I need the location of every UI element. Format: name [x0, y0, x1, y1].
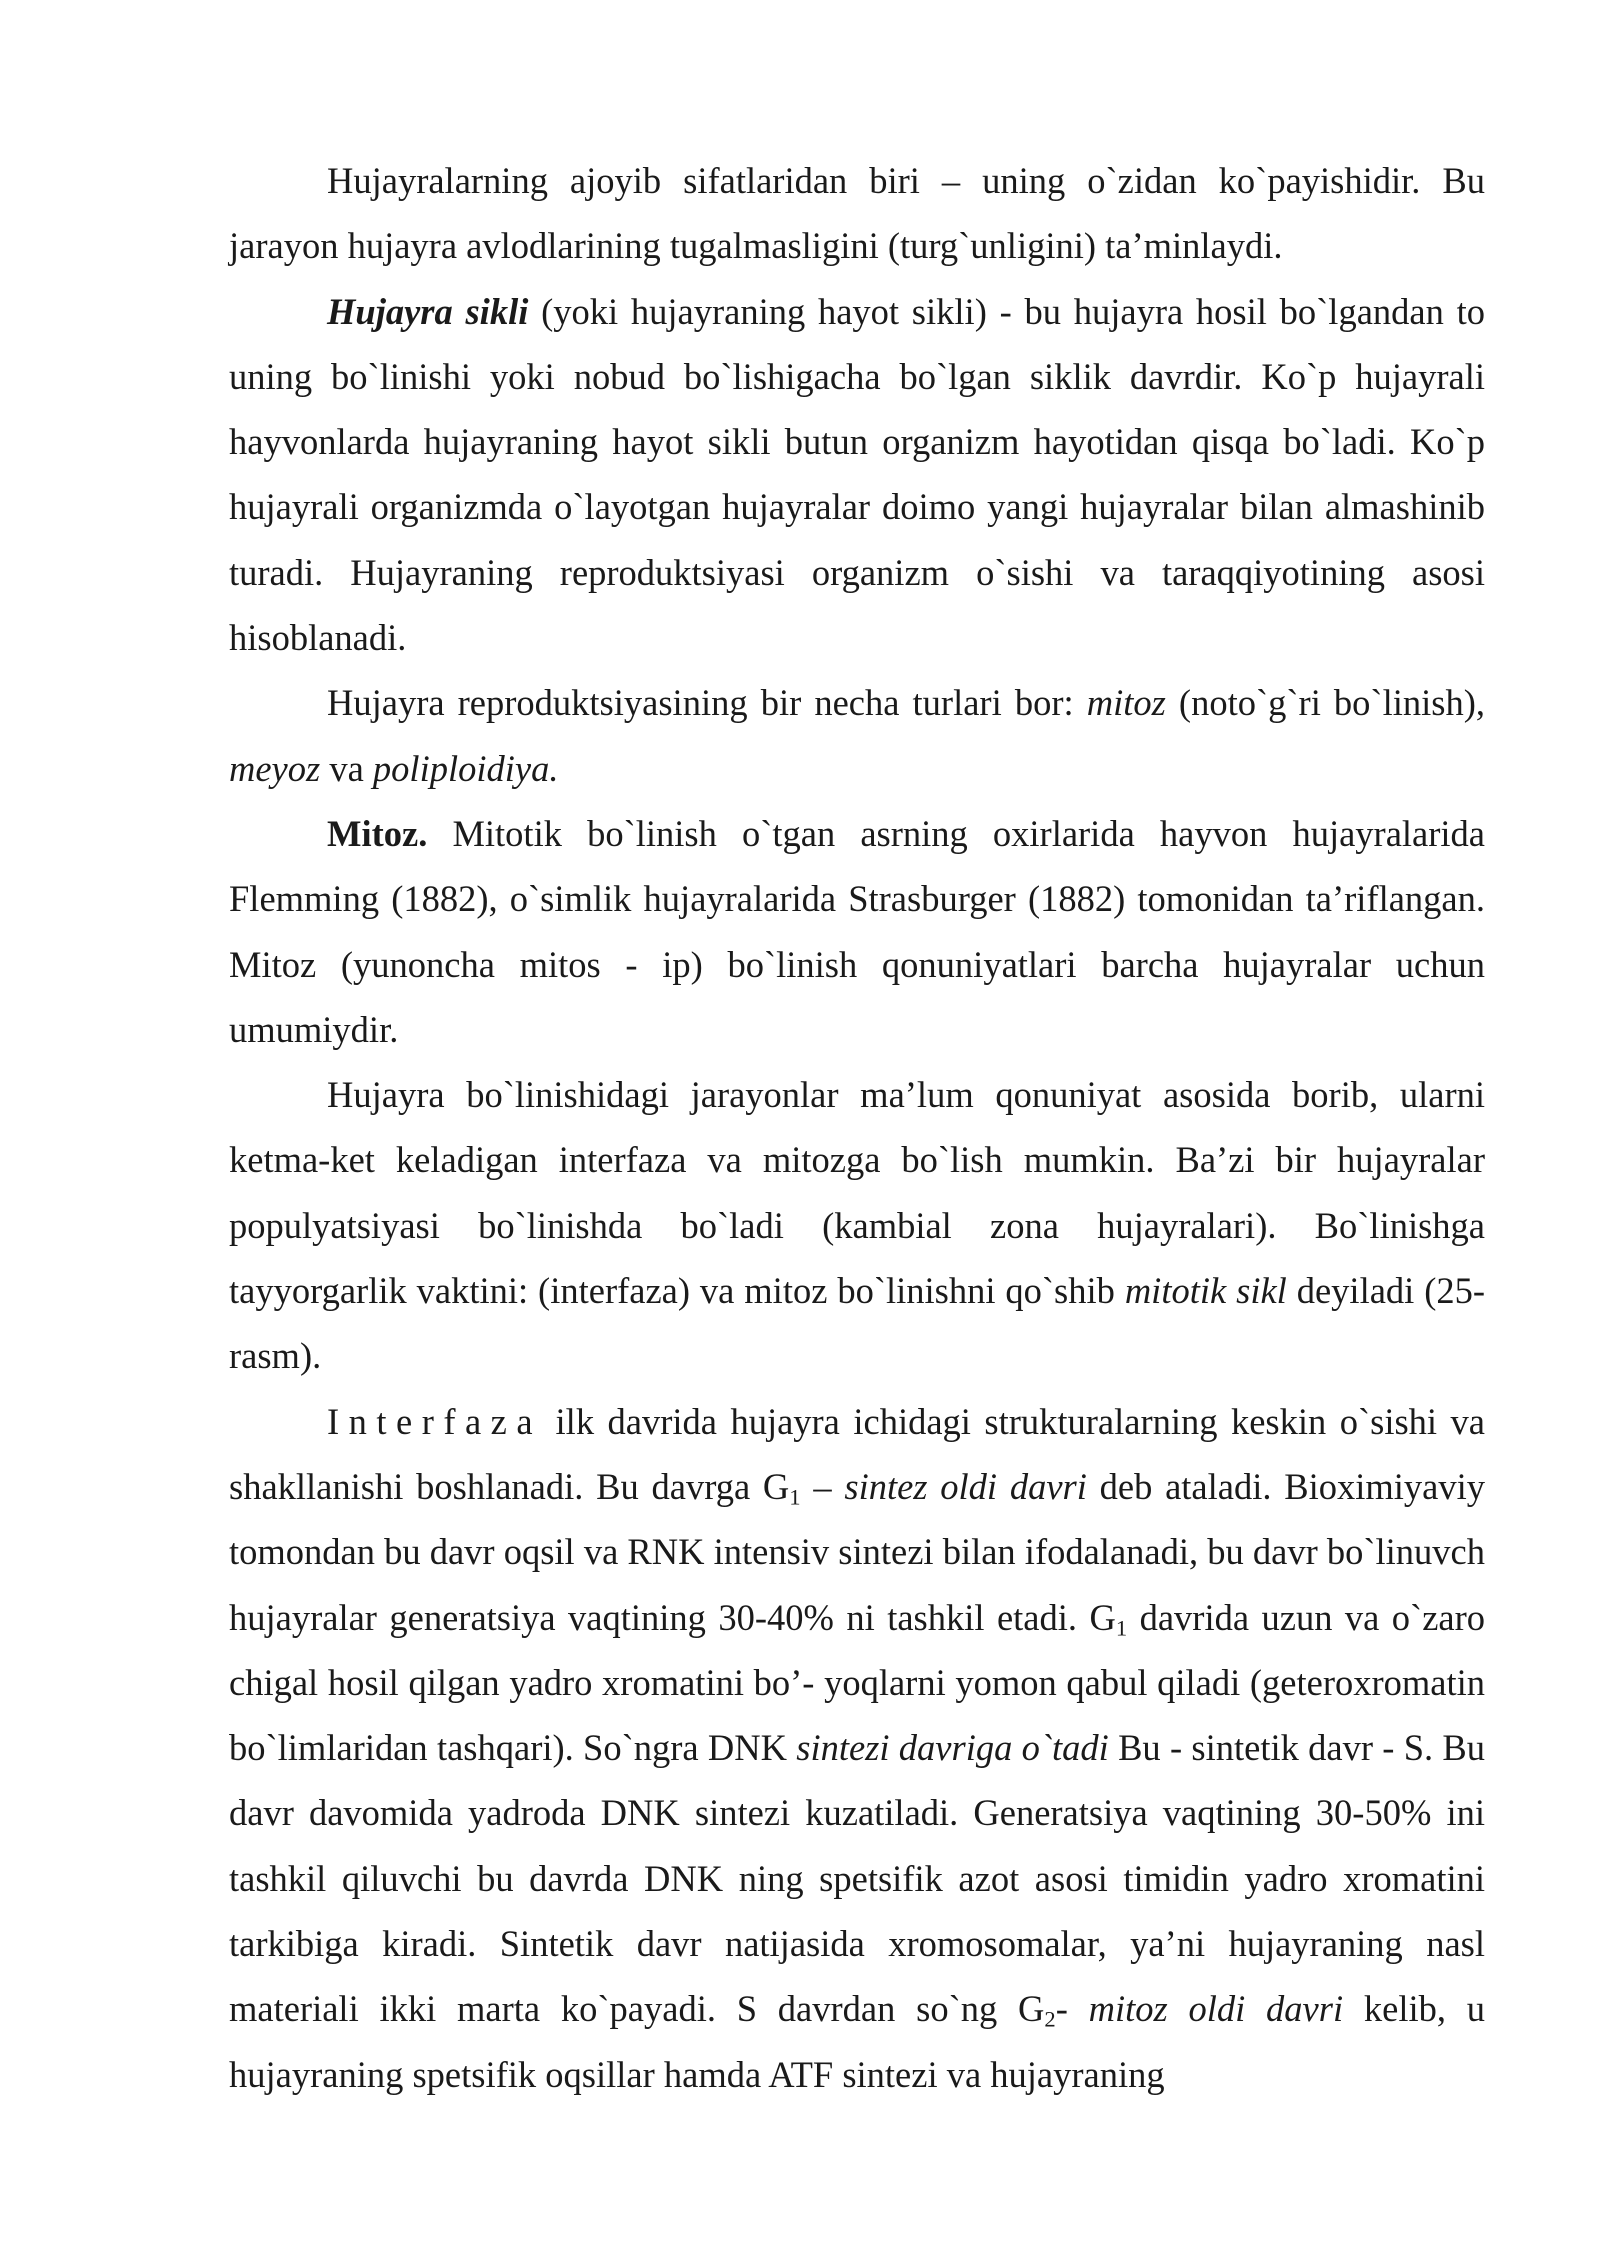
heading-mitoz: Mitoz.	[327, 812, 428, 854]
paragraph-text: Hujayra bo`linishidagi jarayonlar ma’lum qonuniyat asosida borib, ularni ketma-ket keladigan interfaza va mitozga bo`lish mumkin. Ba’zi bir hujayralar populyatsiyasi bo`linishda bo`ladi (kambial zona hujayralari). Bo`linishga tayyorgarlik vaktini: (interfaza) va mitoz bo`linishni qo`shib	[229, 1074, 1485, 1312]
paragraph-mitosis	[229, 801, 1485, 1062]
paragraph-division-processes	[229, 1062, 1485, 1388]
paragraph-text: Hujayralarning ajoyib sifatlaridan biri – uning o`zidan ko`payishidir. Bu jarayon hujayra avlodlarining tugalmasligini (turg`unligini) ta’minlaydi.	[229, 160, 1485, 267]
subscript-g2: 2	[1044, 2006, 1056, 2032]
paragraph-text: (yoki hujayraning hayot sikli) - bu hujayra hosil bo`lgandan to uning bo`linishi yoki nobud bo`lishigacha bo`lgan siklik davrdir. Ko`p hujayrali hayvonlarda hujayraning hayot sikli butun organizm hayotidan qisqa bo`ladi. Ko`p hujayrali organizmda o`layotgan hujayralar doimo yangi hujayralar bilan almashinib turadi. Hujayraning reproduktsiyasi organizm o`sishi va taraqqiyotining asosi hisoblanadi.	[229, 290, 1485, 659]
term-interfaza: Interfaza	[327, 1400, 543, 1442]
term-meyoz: meyoz	[229, 747, 321, 789]
document-body	[229, 148, 1485, 2107]
paragraph-text: (noto`g`ri bo`linish),	[1165, 682, 1485, 724]
subscript-g1: 1	[789, 1484, 801, 1510]
paragraph-text: kelib, u hujayraning spetsifik oqsillar hamda ATF sintezi va hujayraning	[229, 1988, 1485, 2095]
paragraph-interphase	[229, 1389, 1485, 2107]
subscript-g1: 1	[1115, 1615, 1128, 1641]
paragraph-text: Hujayra reproduktsiyasining bir necha turlari bor:	[327, 682, 1087, 724]
paragraph-text: Bu - sintetik davr - S. Bu davr davomida yadroda DNK sintezi kuzatiladi. Generatsiya vaqtining 30-50% ini tashkil qiluvchi bu davrda DNK ning spetsifik azot asosi timidin yadro xromatini tarkibiga kiradi. Sintetik davr natijasida xromosomalar, ya’ni hujayraning nasl materiali ikki marta ko`payadi. S davrdan so`ng G	[229, 1727, 1486, 2030]
paragraph-text: ilk davrida hujayra ichidagi strukturalarning keskin o`sishi va shakllanishi boshlanadi. Bu davrga G	[229, 1400, 1485, 1507]
paragraph-text: -	[1055, 1988, 1089, 2030]
paragraph-self-reproduction	[229, 148, 1485, 279]
paragraph-text: Mitotik bo`linish o`tgan asrning oxirlarida hayvon hujayralarida Flemming (1882), o`simlik hujayralarida Strasburger (1882) tomonidan ta’riflangan. Mitoz (yunoncha mitos - ip) bo`linish qonuniyatlari barcha hujayralar uchun umumiydir.	[229, 812, 1485, 1050]
paragraph-text: –	[800, 1465, 845, 1507]
term-premitotic-period: mitoz oldi davri	[1088, 1988, 1344, 2030]
paragraph-text: davrida uzun va o`zaro chigal hosil qilgan yadro xromatini bo’- yoqlarni yomon qabul qiladi (geteroxromatin bo`limlaridan tashqari). So`ngra DNK	[229, 1596, 1486, 1769]
term-presynthetic-period: sintez oldi davri	[844, 1465, 1087, 1507]
paragraph-cell-cycle	[229, 279, 1485, 671]
paragraph-text: deyiladi (25-rasm).	[229, 1270, 1486, 1377]
term-cell-cycle: Hujayra sikli	[327, 290, 529, 332]
term-poliploidiya: poliploidiya.	[372, 747, 559, 789]
paragraph-text: va	[320, 747, 373, 789]
term-mitotic-cycle: mitotik sikl	[1124, 1270, 1287, 1312]
paragraph-text: deb ataladi. Bioximiyaviy tomondan bu davr oqsil va RNK intensiv sintezi bilan ifodalanadi, bu davr bo`linuvch hujayralar generatsiya vaqtining 30-40% ni tashkil etadi. G	[229, 1465, 1486, 1638]
term-mitoz: mitoz	[1086, 682, 1166, 724]
paragraph-reproduction-types	[229, 670, 1485, 801]
term-synthesis-period: sintezi davriga o`tadi	[796, 1727, 1109, 1769]
